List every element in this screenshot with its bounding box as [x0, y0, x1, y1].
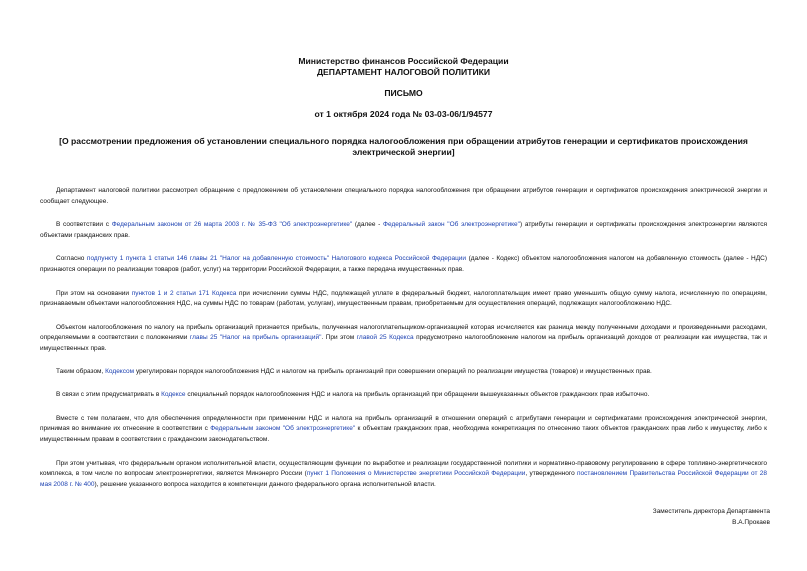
paragraph-6 [40, 367, 767, 378]
paragraph-text: Объектом налогообложения по налогу на прибыль организаций признается прибыль, полученная налогоплательщиком-организацией которая исчисляется как разница между полученными доходами и произведенными расходами, определяемыми в соответствии с положениями [40, 323, 767, 342]
paragraph-text: , утвержденного [525, 470, 578, 478]
law-electroenergetics-link[interactable]: Федеральным законом "Об электроэнергетике" [210, 425, 356, 433]
chapter-25-link[interactable]: главы 25 "Налог на прибыль организаций" [189, 334, 322, 342]
paragraph-text: ), решение указанного вопроса находится в компетенции данного федерального органа исполнительной власти. [94, 480, 436, 488]
document-body [40, 186, 767, 503]
paragraph-text: предусмотрено налогообложение налогом на прибыль организаций доходов от реализации как имущества, так и имущественных прав. [40, 334, 767, 352]
signature-block [653, 507, 770, 528]
paragraph-text: при исчислении суммы НДС, подлежащей уплате в федеральный бюджет, налогоплательщик имеет право уменьшить общую сумму налога, исчисленную по операциям, признаваемым объектами налогообложения НДС, на суммы НДС по товарам (работам, услугам), имущественным правам, приобретаемым для осуществления операций, подлежащих налогообложению НДС. [40, 289, 767, 308]
paragraph-text: В связи с этим предусматривать в [56, 391, 162, 399]
tax-code-link[interactable]: Кодексом [105, 367, 135, 375]
document-header [0, 56, 807, 120]
paragraph-8 [40, 414, 767, 446]
paragraph-2 [40, 220, 767, 241]
paragraph-text: Согласно [56, 255, 87, 263]
paragraph-7 [40, 390, 767, 401]
tax-code-link[interactable]: Кодексе [161, 391, 186, 399]
department-name: ДЕПАРТАМЕНТ НАЛОГОВОЙ ПОЛИТИКИ [316, 67, 491, 77]
document-type: ПИСЬМО [384, 88, 423, 98]
paragraph-text: урегулирован порядок налогообложения НДС и налогом на прибыль организаций при совершении операций по реализации имущества (товаров) и имущественных прав. [134, 367, 652, 375]
law-35fz-link[interactable]: Федеральным законом от 26 марта 2003 г. № 35-ФЗ "Об электроэнергетике" [111, 221, 353, 229]
document-date-number: от 1 октября 2024 года № 03-03-06/1/94577 [314, 109, 493, 119]
paragraph-text: В соответствии с [56, 221, 112, 229]
paragraph-text: При этом учитывая, что федеральным органом исполнительной власти, осуществляющим функции по выработке и реализации государственной политики и нормативно-правовому регулированию в сфере топливно-энергетического комплекса, в том числе по вопросам электроэнергетики, является Минэнерго России ( [40, 459, 767, 478]
paragraph-4 [40, 289, 767, 310]
paragraph-text: (далее - [352, 221, 384, 229]
paragraph-5 [40, 323, 767, 355]
paragraph-text: . При этом [321, 334, 357, 342]
ministry-energy-regulation-link[interactable]: пункт 1 Положения о Министерстве энергетики Российской Федерации [306, 470, 526, 478]
paragraph-text: ) атрибуты генерации и сертификаты происхождения электроэнергии являются объектами гражданских прав. [40, 221, 767, 239]
paragraph-3 [40, 254, 767, 275]
paragraph-text: к объектам гражданских прав, необходима конкретизация по отнесению таких объектов гражданских прав либо к имуществу, либо к имущественным правам в соответствии с гражданским законодательством. [40, 425, 767, 443]
ministry-name: Министерство финансов Российской Федерации [298, 56, 509, 66]
paragraph-text: специальный порядок налогообложения НДС и налога на прибыль организаций при обращении вышеуказанных объектов гражданских прав избыточно. [185, 391, 650, 399]
law-electroenergetics-link[interactable]: Федеральный закон "Об электроэнергетике" [383, 221, 520, 229]
tax-code-article-171-link[interactable]: пунктов 1 и 2 статьи 171 Кодекса [131, 289, 237, 297]
paragraph-text: (далее - Кодекс) объектом налогообложения налогом на добавленную стоимость (далее - НДС) признаются операции по реализации товаров (работ, услуг) на территории Российской Федерации, а также передача имущественных прав. [40, 255, 767, 273]
signatory-position: Заместитель директора Департамента [652, 508, 770, 515]
paragraph-text: Департамент налоговой политики рассмотрел обращение с предложением об установлении специального порядка налогообложения при обращении атрибутов генерации и сертификатов происхождения электрической энергии и сообщает следующее. [40, 187, 767, 205]
government-decree-400-link[interactable]: постановлением Правительства Российской Федерации от 28 мая 2008 г. № 400 [40, 470, 767, 488]
paragraph-text: Вместе с тем полагаем, что для обеспечения определенности при применении НДС и налога на прибыль организаций в отношении операций с атрибутами генерации и сертификатами происхождения электрической энергии, принимая во внимание их отнесение в соответствии с [40, 414, 767, 433]
paragraph-1 [40, 186, 767, 207]
chapter-25-code-link[interactable]: главой 25 Кодекса [356, 334, 414, 342]
tax-code-article-146-link[interactable]: подпункту 1 пункта 1 статьи 146 главы 21 "Налог на добавленную стоимость" Налогового кодекса Российской Федерации [86, 255, 467, 263]
paragraph-text: При этом на основании [56, 289, 132, 297]
document-subject: [О рассмотрении предложения об установлении специального порядка налогообложения при обращении атрибутов генерации и сертификатов происхождения электрической энергии] [59, 136, 748, 157]
signatory-name: В.А.Прокаев [732, 518, 770, 526]
paragraph-text: Таким образом, [56, 367, 106, 375]
paragraph-9 [40, 459, 767, 491]
